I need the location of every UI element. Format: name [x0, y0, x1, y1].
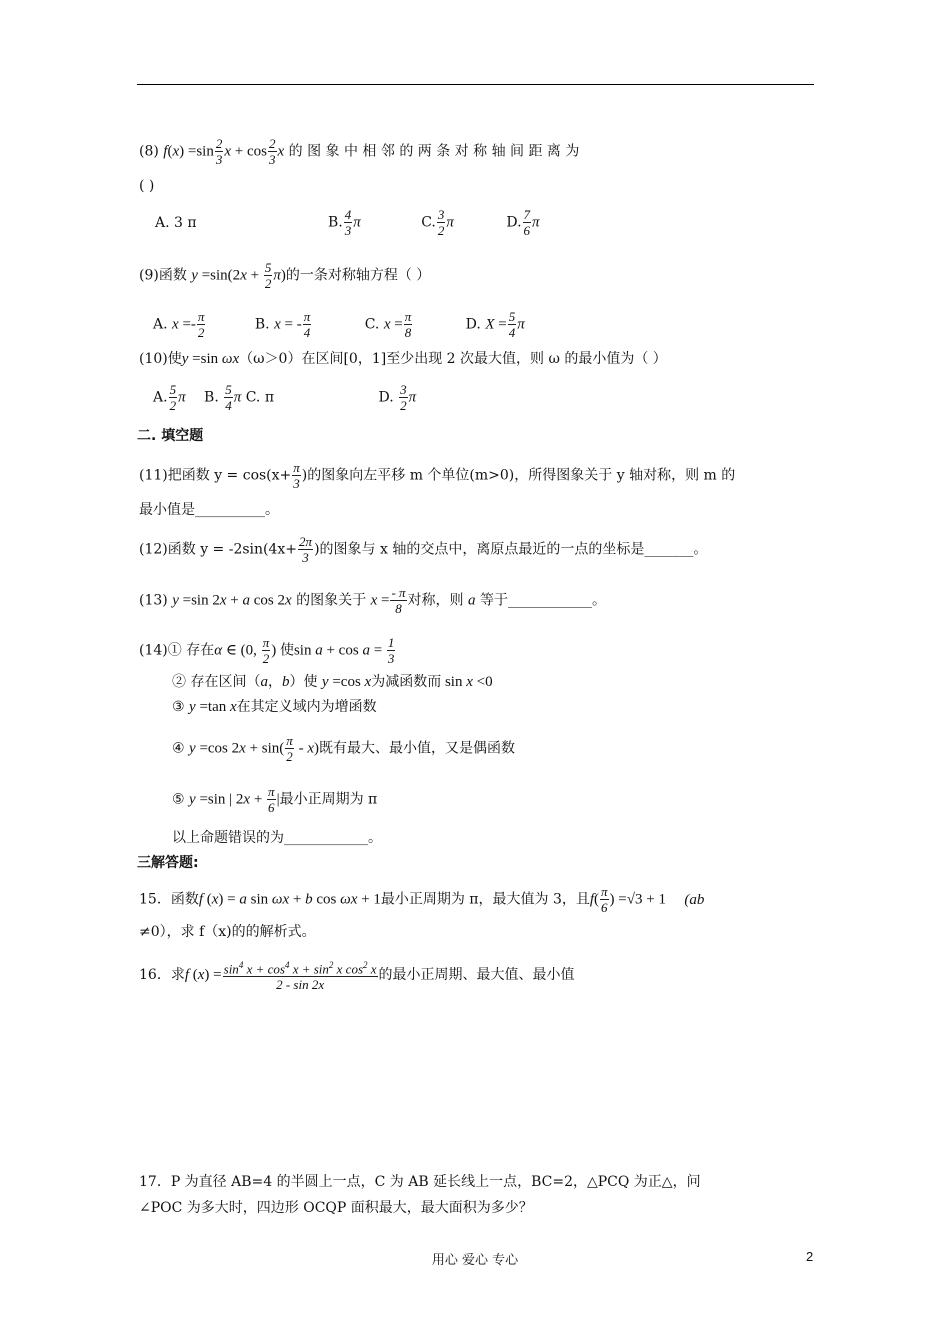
question-14-item-3: ③ y =tan x在其定义域内为增函数 [172, 699, 377, 715]
question-11-line2: 最小值是__________。 [139, 502, 279, 518]
question-13: (13) y =sin 2x + a cos 2x 的图象关于 x = $\frac{- \pi}{8}$ 对称，则 a 等于____________。 [139, 585, 606, 616]
question-10-options: A. $\frac{5}{2}$ π B. $\frac{5}{4}$ π C. π D. $\frac{3}{2}$ π [153, 382, 417, 413]
question-8-paren: ( ) [139, 178, 155, 194]
question-17-line2: ∠POC 为多大时，四边形 OCQP 面积最大，最大面积为多少？ [139, 1200, 533, 1216]
question-11: (11)把函数 y = cos(x+ $\frac{\pi}{3}$ )的图象向左平移 m 个单位(m>0)，所得图象关于 y 轴对称，则 m 的 [139, 460, 736, 491]
question-17: 17．P 为直径 AB=4 的半圆上一点，C 为 AB 延长线上一点，BC=2，△PCQ 为正△，问 [139, 1174, 701, 1190]
question-16: 16．求f (x) = $\frac{\sin^4 x + \cos^4 x + \sin^2 x \cos^2 x}{2 - \sin 2x}$ 的最小正周期、最大值、最小值 [139, 960, 575, 993]
section-3-heading: 三解答题: [137, 855, 199, 871]
question-15-line2: ≠0），求 f（x)的的解析式。 [139, 924, 316, 940]
question-14-item-5: ⑤ y =sin | 2x + $\frac{\pi}{6}$ |最小正周期为 π [172, 784, 378, 815]
question-14-item-4: ④ y =cos 2x + sin( $\frac{\pi}{2}$ - x)既有最大、最小值，又是偶函数 [172, 733, 515, 764]
question-12: (12)函数 y = -2sin(4x+ $\frac{2\pi}{3}$ )的图象与 x 轴的交点中，离原点最近的一点的坐标是_______。 [139, 534, 708, 565]
question-14-conclusion: 以上命题错误的为____________。 [172, 830, 382, 846]
page-footer: 用心 爱心 专心 [431, 1253, 519, 1268]
page-number: 2 [806, 1249, 814, 1264]
question-9-options: A. x =- $\frac{\pi}{2}$ B. x = - $\frac{\pi}{4}$ C. x = $\frac{\pi}{8}$ D. X = $\frac{5}{4}$ π [153, 309, 525, 340]
question-8: (8) f(x) =sin $\frac{2}{3}$ x + cos $\frac{2}{3}$ x 的 图 象 中 相 邻 的 两 条 对 称 轴 间 距 离 为 [139, 136, 580, 167]
header-rule [137, 84, 814, 85]
question-14: (14)① 存在α ∈ (0, $\frac{\pi}{2}$ ) 使sin a + cos a = $\frac{1}{3}$ [139, 635, 395, 666]
question-15: 15．函数f (x) = a sin ωx + b cos ωx + 1最小正周期为 π，最大值为 3，且f( $\frac{\pi}{6}$ ) =√3 + 1 (ab [139, 884, 705, 915]
question-10: (10)使y =sin ωx（ω＞0）在区间[0，1]至少出现 2 次最大值，则 ω 的最小值为（ ） [139, 351, 667, 367]
section-2-heading: 二. 填空题 [137, 428, 204, 444]
question-9: (9)函数 y =sin(2x + $\frac{5}{2}$ π)的一条对称轴方程（ ） [139, 260, 431, 291]
question-8-options: A. 3 π B. $\frac{4}{3}$ π C. $\frac{3}{2}$ π D. $\frac{7}{6}$ π [155, 207, 540, 238]
question-14-item-2: ② 存在区间（a，b）使 y =cos x为减函数而 sin x <0 [172, 674, 493, 690]
